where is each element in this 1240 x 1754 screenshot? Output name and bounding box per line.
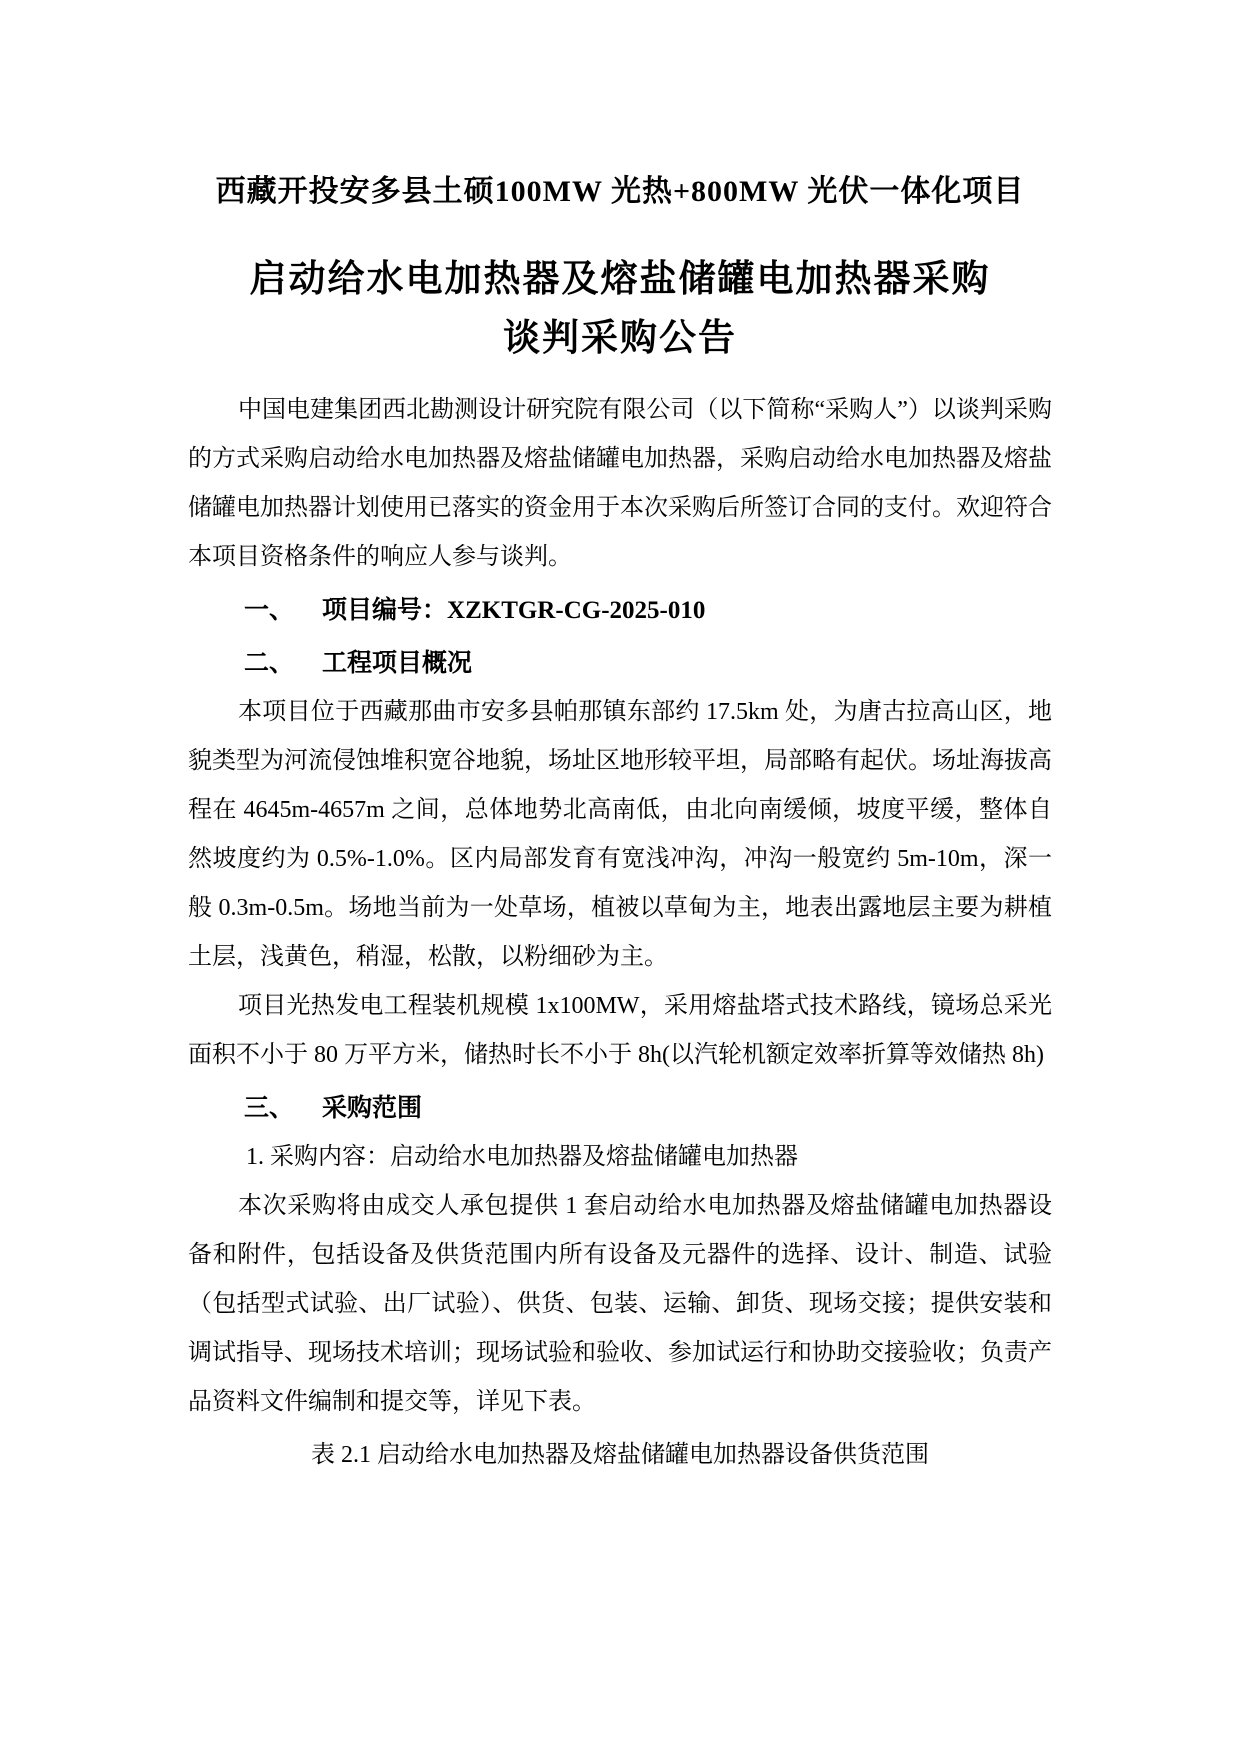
scope-paragraph: 本次采购将由成交人承包提供 1 套启动给水电加热器及熔盐储罐电加热器设备和附件，包括设备及供货范围内所有设备及元器件的选择、设计、制造、试验（包括型式试验、出厂试验）、供货、包装、运输、卸货、现场交接；提供安装和调试指导、现场技术培训；现场试验和验收、参加试运行和协助交接验收；负责产品资料文件编制和提交等，详见下表。 <box>188 1193 1052 1415</box>
section-3-number: 三、 <box>244 1095 295 1122</box>
section-3-heading <box>188 1084 1052 1133</box>
section-1-number: 一、 <box>244 597 295 624</box>
page-title-line-3: 谈判采购公告 <box>503 318 737 359</box>
intro-paragraph: 中国电建集团西北勘测设计研究院有限公司（以下简称“采购人”）以谈判采购的方式采购启动给水电加热器及熔盐储罐电加热器，采购启动给水电加热器及熔盐储罐电加热器计划使用已落实的资金用于本次采购后所签订合同的支付。欢迎符合本项目资格条件的响应人参与谈判。 <box>188 397 1052 570</box>
section-2-number: 二、 <box>244 650 295 677</box>
page-title-line-2: 启动给水电加热器及熔盐储罐电加热器采购 <box>249 259 991 300</box>
table-caption: 表 2.1 启动给水电加热器及熔盐储罐电加热器设备供货范围 <box>311 1442 929 1468</box>
section-1-heading <box>188 586 1052 635</box>
section-3-label: 采购范围 <box>322 1095 423 1122</box>
project-overview-paragraph-2: 项目光热发电工程装机规模 1x100MW，采用熔盐塔式技术路线，镜场总采光面积不小于 80 万平方米，储热时长不小于 8h(以汽轮机额定效率折算等效储热 8h) <box>188 993 1052 1068</box>
scope-content-item: 1. 采购内容：启动给水电加热器及熔盐储罐电加热器 <box>246 1144 798 1170</box>
section-1-label: 项目编号：XZKTGR-CG-2025-010 <box>322 597 706 624</box>
project-overview-paragraph-1: 本项目位于西藏那曲市安多县帕那镇东部约 17.5km 处，为唐古拉高山区，地貌类型为河流侵蚀堆积宽谷地貌，场址区地形较平坦，局部略有起伏。场址海拔高程在 4645m-4657m 之间，总体地势北高南低，由北向南缓倾，坡度平缓，整体自然坡度约为 0.5%-1.0%。区内局部发育有宽浅冲沟，冲沟一般宽约 5m-10m，深一般 0.3m-0.5m。场地当前为一处草场，植被以草甸为主，地表出露地层主要为耕植土层，浅黄色，稍湿，松散，以粉细砂为主。 <box>188 699 1052 970</box>
section-2-heading <box>188 639 1052 688</box>
page-title-line-1: 西藏开投安多县土硕100MW 光热+800MW 光伏一体化项目 <box>215 175 1025 208</box>
section-2-label: 工程项目概况 <box>322 650 473 677</box>
